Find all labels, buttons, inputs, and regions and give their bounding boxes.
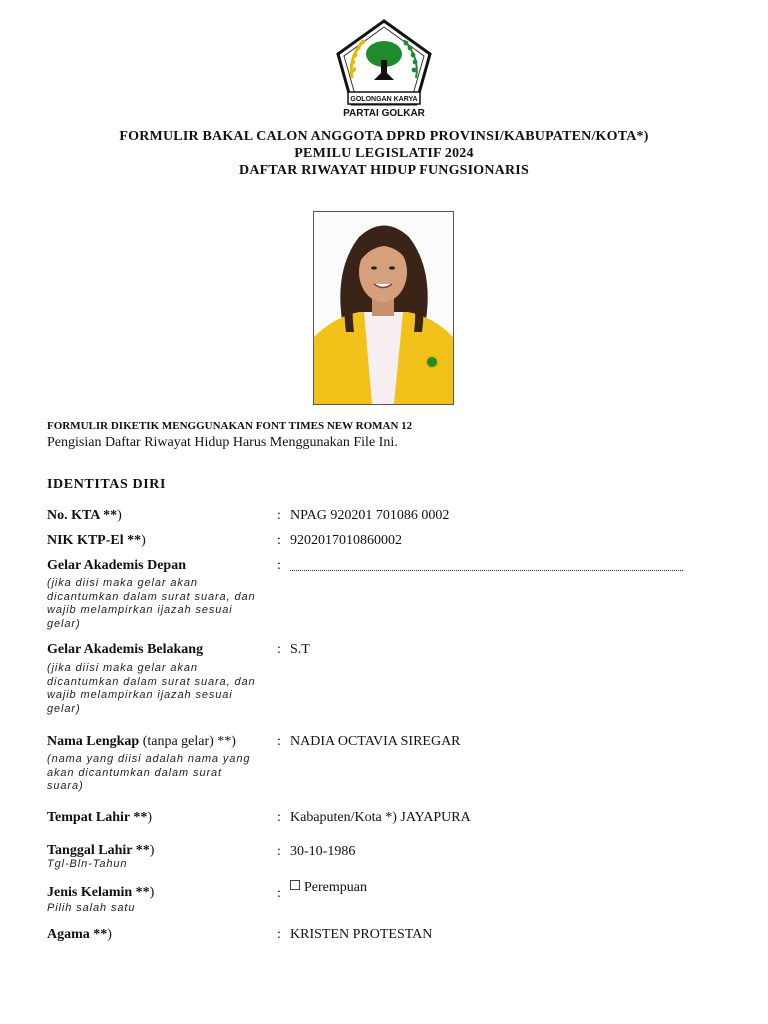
gelar-belakang-label: Gelar Akademis Belakang — [47, 642, 204, 657]
file-instruction: Pengisian Daftar Riwayat Hidup Harus Menggunakan File Ini. — [47, 435, 398, 450]
logo-party-name: PARTAI GOLKAR — [343, 108, 425, 119]
jenis-kelamin-value: Perempuan — [304, 880, 367, 895]
gelar-depan-label: Gelar Akademis Depan — [47, 558, 186, 573]
title-line-1: FORMULIR BAKAL CALON ANGGOTA DPRD PROVINSI/KABUPATEN/KOTA*) — [119, 129, 649, 144]
tempat-lahir-colon: : — [277, 810, 281, 825]
kta-value[interactable]: NPAG 920201 701086 0002 — [290, 508, 450, 523]
jenis-kelamin-colon: : — [277, 886, 281, 901]
logo-banner-text: GOLONGAN KARYA — [350, 96, 418, 103]
nama-label: Nama Lengkap (tanpa gelar) **) — [47, 734, 236, 749]
tempat-lahir-value[interactable]: Kabaputen/Kota *) JAYAPURA — [290, 810, 471, 825]
font-instruction: FORMULIR DIKETIK MENGGUNAKAN FONT TIMES NEW ROMAN 12 — [47, 420, 413, 432]
nik-colon: : — [277, 533, 281, 548]
title-line-2: PEMILU LEGISLATIF 2024 — [294, 146, 474, 161]
title-line-3: DAFTAR RIWAYAT HIDUP FUNGSIONARIS — [239, 163, 529, 178]
nama-hint: (nama yang diisi adalah nama yang akan dicantumkan dalam surat suara) — [47, 753, 251, 792]
nama-colon: : — [277, 734, 281, 749]
checkbox-icon[interactable] — [290, 880, 300, 890]
gelar-depan-hint: (jika diisi maka gelar akan dicantumkan dalam surat suara, dan wajib melampirkan ijazah sesuai gelar) — [47, 577, 256, 630]
agama-colon: : — [277, 927, 281, 942]
candidate-photo — [313, 211, 454, 405]
gelar-belakang-value[interactable]: S.T — [290, 642, 310, 657]
kta-colon: : — [277, 508, 281, 523]
jenis-kelamin-option[interactable] — [290, 880, 367, 896]
tanggal-lahir-value[interactable]: 30-10-1986 — [290, 844, 356, 859]
nama-value[interactable]: NADIA OCTAVIA SIREGAR — [290, 734, 461, 749]
tanggal-lahir-label: Tanggal Lahir **) — [47, 843, 155, 858]
kta-label: No. KTA **) — [47, 508, 122, 523]
jenis-kelamin-hint: Pilih salah satu — [47, 902, 136, 914]
gelar-belakang-hint: (jika diisi maka gelar akan dicantumkan dalam surat suara, dan wajib melampirkan ijazah sesuai gelar) — [47, 662, 256, 715]
nik-value[interactable]: 9202017010860002 — [290, 533, 402, 548]
gelar-belakang-colon: : — [277, 642, 281, 657]
gelar-depan-blank-line[interactable] — [290, 560, 683, 571]
nik-label: NIK KTP-El **) — [47, 533, 146, 548]
gelar-depan-colon: : — [277, 558, 281, 573]
agama-label: Agama **) — [47, 927, 112, 942]
tanggal-lahir-hint: Tgl-Bln-Tahun — [47, 858, 128, 870]
tempat-lahir-label: Tempat Lahir **) — [47, 810, 153, 825]
section-title: IDENTITAS DIRI — [47, 477, 167, 492]
agama-value[interactable]: KRISTEN PROTESTAN — [290, 927, 433, 942]
jenis-kelamin-label: Jenis Kelamin **) — [47, 885, 155, 900]
golkar-logo — [334, 18, 434, 120]
tanggal-lahir-colon: : — [277, 844, 281, 859]
document-title — [0, 128, 768, 179]
